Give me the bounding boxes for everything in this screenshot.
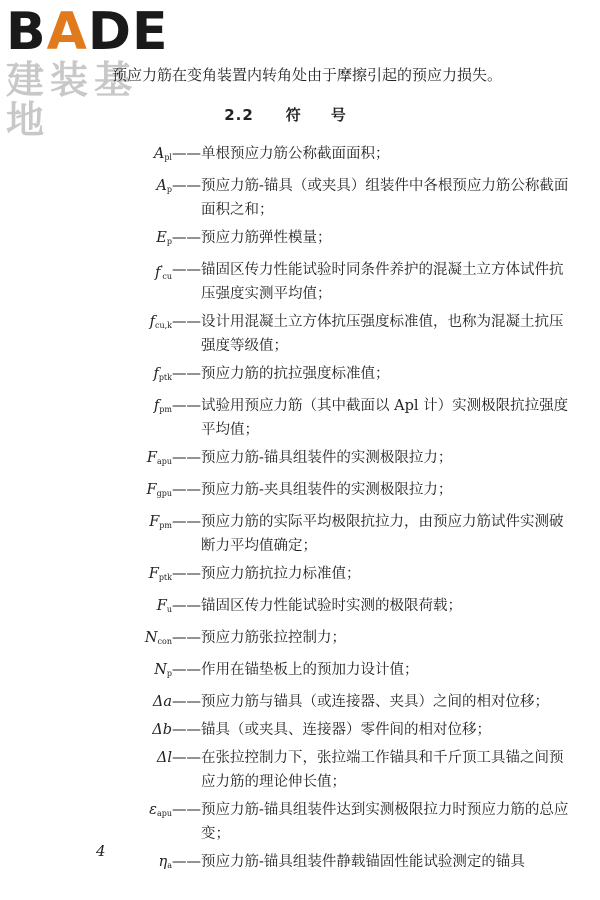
section-number: 2.2: [224, 106, 254, 124]
definition-dash: ——: [172, 262, 201, 278]
definition-item: [0, 562, 600, 590]
symbol: $f_{cu,k}$: [149, 314, 172, 330]
symbol: $F_{apu}$: [146, 450, 172, 466]
symbol: $\eta_a$: [158, 854, 172, 870]
definition-item: [0, 142, 600, 170]
definition-dash: ——: [172, 178, 201, 194]
definition-dash: ——: [172, 566, 201, 582]
intro-paragraph: 预应力筋在变角装置内转角处由于摩擦引起的预应力损失。: [112, 66, 503, 84]
definition-text: 预应力筋-锚具组装件达到实测极限拉力时预应力筋的总应变；: [201, 802, 569, 842]
symbol-definition-list: [0, 142, 600, 882]
definition-dash: ——: [172, 230, 201, 246]
definition-dash: ——: [172, 450, 201, 466]
definition-dash: ——: [172, 598, 201, 614]
definition-dash: ——: [172, 722, 201, 738]
definition-item: [0, 258, 600, 306]
definition-item: [0, 626, 600, 654]
definition-dash: ——: [172, 514, 201, 530]
definition-text: 预应力筋张拉控制力；: [201, 630, 346, 646]
section-title: 符号: [285, 106, 376, 124]
definition-text: 预应力筋与锚具（或连接器、夹具）之间的相对位移；: [201, 694, 549, 710]
definition-text: 锚固区传力性能试验时实测的极限荷载；: [201, 598, 462, 614]
definition-text: 预应力筋弹性模量；: [201, 230, 332, 246]
definition-dash: ——: [172, 146, 201, 162]
definition-dash: ——: [172, 694, 201, 710]
definition-item: [0, 746, 600, 794]
definition-text: 预应力筋-夹具组装件的实测极限拉力；: [201, 482, 453, 498]
symbol: $E_p$: [156, 230, 172, 246]
definition-item: [0, 850, 600, 878]
symbol: $A_p$: [156, 178, 172, 194]
definition-item: [0, 594, 600, 622]
symbol: Δl: [156, 750, 172, 766]
definition-text: 试验用预应力筋（其中截面以 Apl 计）实测极限抗拉强度平均值；: [201, 398, 569, 438]
definition-item: [0, 446, 600, 474]
definition-text: 设计用混凝土立方体抗压强度标准值，也称为混凝土抗压强度等级值；: [201, 314, 564, 354]
logo-chinese: 建装基地: [6, 58, 139, 142]
symbol: $A_{pl}$: [153, 146, 172, 162]
page-number: 4: [96, 842, 106, 860]
definition-text: 锚固区传力性能试验时同条件养护的混凝土立方体试件抗压强度实测平均值；: [201, 262, 564, 302]
symbol: $f_{ptk}$: [153, 366, 172, 382]
symbol: Δb: [152, 722, 172, 738]
definition-item: [0, 690, 600, 714]
symbol: $N_{con}$: [144, 630, 172, 646]
definition-item: [0, 718, 600, 742]
definition-item: [0, 510, 600, 558]
symbol: $F_{gpu}$: [146, 482, 172, 498]
definition-text: 作用在锚垫板上的预加力设计值；: [201, 662, 419, 678]
definition-text: 预应力筋-锚具组装件的实测极限拉力；: [201, 450, 453, 466]
bade-logo: [6, 2, 176, 142]
definition-item: [0, 310, 600, 358]
definition-dash: ——: [172, 662, 201, 678]
definition-item: [0, 174, 600, 222]
symbol: $N_p$: [154, 662, 172, 678]
section-heading: [0, 104, 600, 125]
symbol: $F_u$: [156, 598, 172, 614]
definition-dash: ——: [172, 854, 201, 870]
definition-item: [0, 798, 600, 846]
definition-dash: ——: [172, 366, 201, 382]
symbol: $F_{pm}$: [149, 514, 172, 530]
definition-dash: ——: [172, 750, 201, 766]
definition-text: 锚具（或夹具、连接器）零件间的相对位移；: [201, 722, 491, 738]
symbol: $f'_{cu}$: [154, 265, 172, 281]
definition-text: 预应力筋-锚具（或夹具）组装件中各根预应力筋公称截面面积之和；: [201, 178, 569, 218]
definition-text: 在张拉控制力下，张拉端工作锚具和千斤顶工具锚之间预应力筋的理论伸长值；: [201, 750, 564, 790]
definition-item: [0, 226, 600, 254]
definition-item: [0, 658, 600, 686]
symbol: $\varepsilon_{apu}$: [149, 802, 172, 818]
definition-text: 预应力筋的抗拉强度标准值；: [201, 366, 390, 382]
symbol: $f_{pm}$: [153, 398, 172, 414]
definition-text: 预应力筋-锚具组装件静载锚固性能试验测定的锚具: [201, 854, 525, 870]
logo-wordmark: BADE: [6, 2, 169, 62]
definition-item: [0, 394, 600, 442]
definition-text: 预应力筋的实际平均极限抗拉力，由预应力筋试件实测破断力平均值确定；: [201, 514, 564, 554]
definition-text: 单根预应力筋公称截面面积；: [201, 146, 390, 162]
definition-dash: ——: [172, 630, 201, 646]
definition-item: [0, 362, 600, 390]
definition-dash: ——: [172, 398, 201, 414]
definition-dash: ——: [172, 802, 201, 818]
definition-dash: ——: [172, 314, 201, 330]
symbol: $F_{ptk}$: [148, 566, 172, 582]
definition-text: 预应力筋抗拉力标准值；: [201, 566, 361, 582]
definition-item: [0, 478, 600, 506]
symbol: Δa: [152, 694, 172, 710]
definition-dash: ——: [172, 482, 201, 498]
